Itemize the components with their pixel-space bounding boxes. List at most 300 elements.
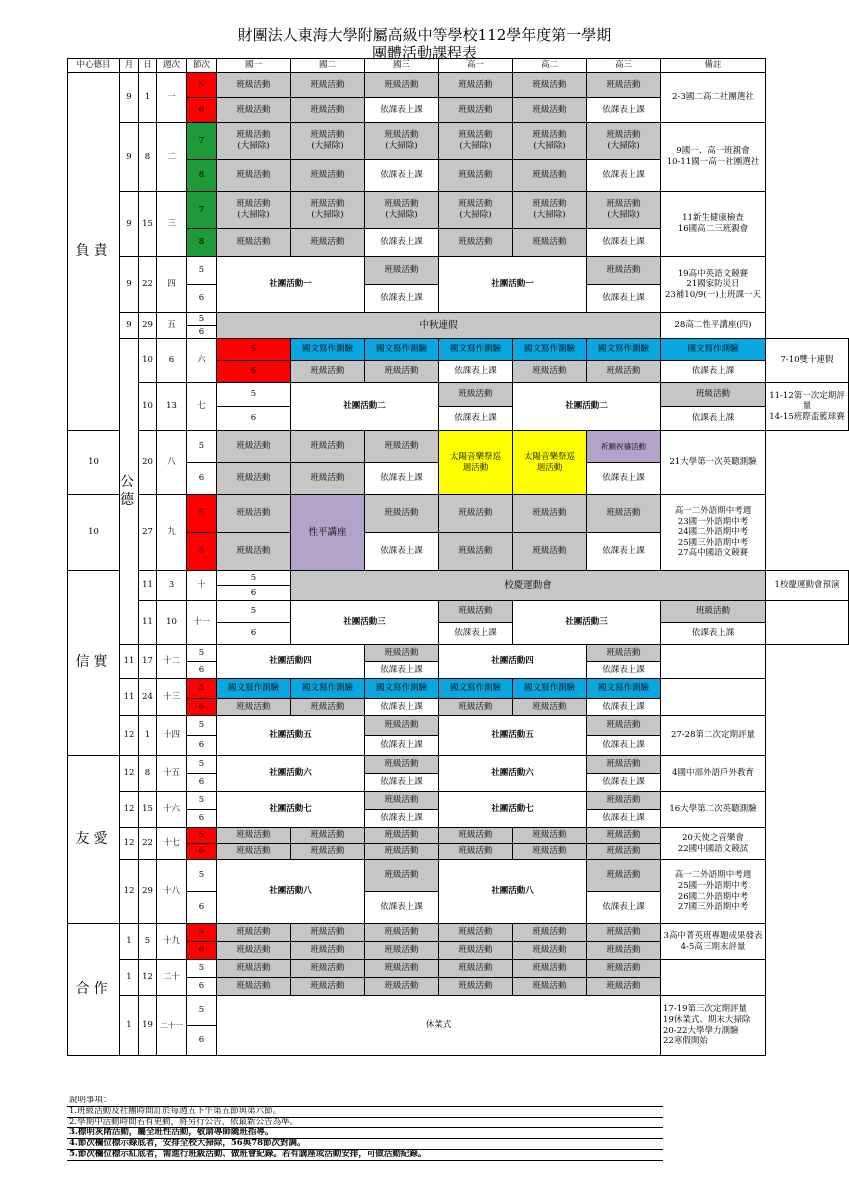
period-cell: 5 [187,960,217,978]
activity-cell: 班級活動 [661,601,766,623]
period-cell: 7 [187,192,217,229]
essay-test-cell: 國文寫作測驗 [291,339,365,361]
remark-cell [766,383,849,431]
activity-cell: 班級活動 [513,924,587,942]
period-cell: 5 [187,645,217,662]
day-cell: 3 [157,571,187,601]
period-cell: 6 [187,942,217,960]
remark-line: 22寒假開始 [663,1036,708,1047]
period-cell: 6 [187,285,217,313]
activity-cell: 班級活動 [587,645,661,662]
activity-cell: 班級活動 [217,98,291,123]
activity-cell: 班級活動 [513,960,587,978]
remark-cell [766,571,849,601]
table-row [68,495,849,533]
activity-cell: 班級活動 [439,960,513,978]
activity-cell: 依課表上課 [365,160,439,192]
remark-cell [661,960,766,996]
activity-line: (大掃除) [459,210,492,220]
week-cell: 十七 [157,828,187,860]
activity-cell: 班級活動 [587,495,661,533]
club-cell: 社團活動四 [439,645,587,679]
table-row [68,339,849,361]
table-row [68,828,849,844]
period-cell: 7 [187,123,217,160]
remark-line: 4國中部外語戶外教育 [672,768,754,779]
activity-cell: 依課表上課 [365,699,439,716]
table-row [68,601,849,623]
activity-cell: 班級活動 [217,978,291,996]
activity-cell: 依課表上課 [587,160,661,192]
header-cell: 週次 [157,59,187,73]
activity-cell: 班級活動 [291,431,365,463]
remark-cell [661,716,766,756]
activity-cell: 班級活動 [291,828,365,844]
note-item: 2.學期中活動時間若有更動，將另行公告，依最新公告為準。 [67,1118,663,1129]
activity-cell: 班級活動 [439,699,513,716]
activity-cell: 班級活動 [217,828,291,844]
remark-line: 10-11國一高一社團選社 [666,157,760,167]
essay-test-cell: 國文寫作測驗 [365,339,439,361]
virtue-cell: 合作 [68,924,120,1056]
table-row [68,123,849,160]
activity-cell: 依課表上課 [365,285,439,313]
activity-cell: 班級活動 [365,924,439,942]
activity-line: 班級活動 [310,130,345,141]
note-item: 1.班級活動及社團時間訂於每週五下午第五節與第六節。 [67,1107,663,1118]
activity-cell: 班級活動 [587,844,661,860]
month-cell: 1 [120,960,139,996]
activity-cell [365,192,439,229]
period-cell: 6 [187,463,217,495]
activity-cell: 班級活動 [439,844,513,860]
week-cell: 十八 [157,860,187,924]
club-cell: 社團活動八 [439,860,587,924]
activity-cell [439,123,513,160]
club-cell: 社團活動七 [217,792,365,828]
activity-cell: 依課表上課 [587,774,661,792]
remark-cell [661,996,766,1056]
month-cell: 12 [120,792,139,828]
activity-cell [217,123,291,160]
activity-cell: 班級活動 [513,828,587,844]
activity-cell: 班級活動 [365,257,439,285]
remark-line: 27高中國語文競賽 [677,548,749,559]
activity-cell: 班級活動 [365,431,439,463]
month-cell: 9 [120,257,139,313]
period-cell: 5 [187,828,217,844]
activity-cell: 依課表上課 [365,810,439,828]
activity-cell: 班級活動 [439,942,513,960]
header-cell: 高三 [587,59,661,73]
day-cell: 29 [139,313,157,339]
activity-cell: 班級活動 [217,431,291,463]
activity-cell [513,123,587,160]
remark-cell [661,123,766,192]
activity-cell: 班級活動 [365,960,439,978]
club-cell: 社團活動七 [439,792,587,828]
header-cell: 中心德目 [68,59,120,73]
activity-cell: 依課表上課 [587,699,661,716]
activity-cell: 班級活動 [587,361,661,383]
table-row [68,679,849,699]
note-item: 4.節次欄位標示綠底者，安排全校大掃除，56與78節次對調。 [67,1139,663,1150]
period-cell: 6 [187,844,217,860]
header-cell: 國二 [291,59,365,73]
table-row [68,257,849,285]
activity-cell: 班級活動 [365,361,439,383]
week-cell: 七 [187,383,217,431]
header-cell: 節次 [187,59,217,73]
activity-line: 迴活動 [536,462,563,473]
remark-line: 22國中國語文競試 [677,843,749,854]
activity-cell [291,192,365,229]
remark-cell [661,431,766,495]
activity-cell: 班級活動 [513,495,587,533]
week-cell: 十三 [157,679,187,716]
remark-line: 20天使之音樂會 [682,832,744,843]
week-cell: 十四 [157,716,187,756]
table-row [68,313,849,326]
day-cell: 15 [139,792,157,828]
activity-cell: 班級活動 [291,978,365,996]
day-cell: 10 [157,601,187,645]
activity-cell: 班級活動 [365,828,439,844]
period-cell: 5 [217,383,291,407]
essay-test-cell: 國文寫作測驗 [365,679,439,699]
day-cell: 20 [139,431,157,495]
essay-test-cell: 國文寫作測驗 [291,679,365,699]
club-cell: 社團活動六 [217,756,365,792]
month-cell: 12 [120,756,139,792]
month-cell: 10 [139,339,157,383]
remark-line: 28高二性平講座(四) [674,320,752,331]
remark-line: 27-28第二次定期評量 [670,730,755,741]
period-cell: 6 [187,736,217,756]
remark-cell [661,679,766,716]
activity-cell: 班級活動 [365,792,439,810]
note-item: 3.標明灰階活動，屬全班性活動，敬請導師隨班指導。 [67,1128,663,1139]
club-cell: 社團活動五 [217,716,365,756]
day-cell: 8 [139,123,157,192]
period-cell: 5 [187,679,217,699]
month-cell: 12 [120,716,139,756]
header-cell: 國三 [365,59,439,73]
activity-cell: 班級活動 [513,978,587,996]
remark-line: 11新生健康檢查 [682,213,744,224]
activity-cell [291,123,365,160]
activity-line: 班級活動 [384,130,419,141]
sports-day-cell: 校慶運動會 [291,571,766,601]
activity-line: 迴活動 [462,462,489,473]
month-cell: 11 [139,601,157,645]
activity-cell: 班級活動 [439,98,513,123]
club-cell: 社團活動五 [439,716,587,756]
day-cell: 13 [157,383,187,431]
activity-cell: 班級活動 [439,73,513,98]
activity-cell: 班級活動 [587,828,661,844]
period-cell: 5 [187,73,217,98]
activity-cell: 班級活動 [217,699,291,716]
period-cell: 5 [187,313,217,326]
activity-line: 班級活動 [532,199,567,210]
period-cell: 6 [187,533,217,571]
table-row [68,996,849,1026]
week-cell: 二 [157,123,187,192]
activity-cell: 班級活動 [439,533,513,571]
activity-cell: 班級活動 [587,924,661,942]
activity-cell: 班級活動 [291,942,365,960]
remark-cell [661,828,766,860]
essay-test-cell: 國文寫作測驗 [439,679,513,699]
period-cell: 6 [217,407,291,431]
activity-cell: 依課表上課 [587,533,661,571]
remark-cell [661,792,766,828]
virtue-cell: 友愛 [68,756,120,924]
week-cell: 八 [157,431,187,495]
activity-cell: 班級活動 [587,257,661,285]
music-festival-cell [513,431,587,495]
remark-line: 高一二外語期中考週 [674,505,752,516]
activity-cell: 班級活動 [587,942,661,960]
activity-cell: 班級活動 [365,978,439,996]
week-cell: 十九 [157,924,187,960]
club-cell: 社團活動三 [291,601,439,645]
activity-line: (大掃除) [311,141,344,151]
period-cell: 5 [187,996,217,1026]
activity-cell: 班級活動 [439,160,513,192]
table-row [68,860,849,892]
remark-cell [661,257,766,313]
activity-cell: 依課表上課 [439,623,513,645]
period-cell: 6 [187,810,217,828]
club-cell: 社團活動八 [217,860,365,924]
day-cell: 27 [139,495,157,571]
remark-line: 25國一外語期中考 [677,880,749,891]
activity-line: (大掃除) [607,210,640,220]
period-cell: 6 [217,586,291,601]
remark-cell [661,495,766,571]
activity-cell: 班級活動 [513,229,587,257]
notes-section [67,1096,663,1161]
essay-test-cell: 國文寫作測驗 [513,679,587,699]
activity-cell: 依課表上課 [365,892,439,924]
activity-cell [217,192,291,229]
activity-cell: 班級活動 [217,229,291,257]
week-cell: 十六 [157,792,187,828]
day-cell: 17 [139,645,157,679]
table-row [68,192,849,229]
month-cell: 9 [120,73,139,123]
header-cell: 備註 [661,59,766,73]
activity-line: (大掃除) [385,141,418,151]
activity-line: 班級活動 [384,199,419,210]
activity-cell: 班級活動 [661,383,766,407]
activity-cell: 依課表上課 [661,623,766,645]
remark-cell [661,313,766,339]
table-row [68,383,849,407]
day-cell: 6 [157,339,187,383]
virtue-cell: 信實 [68,571,120,756]
remark-line: 1校慶運動會預演 [774,580,840,591]
period-cell: 5 [187,792,217,810]
page-subtitle: 團體活動課程表 [371,44,477,62]
essay-test-cell: 國文寫作測驗 [513,339,587,361]
day-cell: 24 [139,679,157,716]
activity-line: 班級活動 [606,130,641,141]
activity-cell: 依課表上課 [365,774,439,792]
period-cell: 5 [217,571,291,586]
remark-line: 25國三外語期中考 [677,537,749,548]
closing-ceremony-cell: 休業式 [217,996,661,1056]
week-cell: 二十 [157,960,187,996]
table-row [68,73,849,98]
activity-cell: 班級活動 [513,844,587,860]
remark-line: 17-19第三次定期評量 [663,1004,748,1015]
remark-line: 16國高二三班親會 [677,224,749,234]
activity-cell: 班級活動 [217,942,291,960]
month-cell: 12 [120,828,139,860]
remark-line: 27國三外語期中考 [677,902,749,913]
remark-line: 21國家防災日 [686,279,740,290]
activity-cell: 依課表上課 [365,533,439,571]
table-row [68,792,849,810]
period-cell: 6 [187,774,217,792]
activity-cell: 班級活動 [217,844,291,860]
activity-line: (大掃除) [311,210,344,220]
period-cell: 5 [187,495,217,533]
essay-test-cell: 國文寫作測驗 [587,339,661,361]
activity-cell: 班級活動 [587,978,661,996]
month-cell: 10 [68,431,120,495]
activity-cell: 班級活動 [365,645,439,662]
week-cell: 十二 [157,645,187,679]
remark-line: 11-12第一次定期評量 [769,390,845,412]
activity-cell: 班級活動 [291,463,365,495]
activity-cell [365,123,439,160]
day-cell: 22 [139,257,157,313]
music-festival-cell [439,431,513,495]
activity-cell: 依課表上課 [587,736,661,756]
period-cell: 6 [187,892,217,924]
activity-line: (大掃除) [237,141,270,151]
month-cell: 11 [120,679,139,716]
period-cell: 6 [187,1026,217,1056]
header-cell: 高一 [439,59,513,73]
table-row [68,431,849,463]
activity-line: (大掃除) [533,210,566,220]
remark-line: 24國二外語期中考 [677,527,749,538]
activity-cell: 班級活動 [217,533,291,571]
activity-cell: 班級活動 [291,229,365,257]
month-cell: 1 [120,924,139,960]
activity-line: 班級活動 [532,130,567,141]
activity-cell: 班級活動 [217,463,291,495]
month-cell: 12 [120,860,139,924]
activity-cell: 班級活動 [291,98,365,123]
activity-line: (大掃除) [237,210,270,220]
remark-line: 19高中英語文競賽 [677,268,749,279]
day-cell: 1 [139,73,157,123]
month-cell: 9 [120,192,139,257]
table-row [68,645,849,662]
header-cell: 國一 [217,59,291,73]
month-cell: 1 [120,996,139,1056]
activity-cell: 依課表上課 [587,229,661,257]
activity-cell: 依課表上課 [587,662,661,679]
week-cell: 一 [157,73,187,123]
table-row [68,924,849,942]
remark-cell [661,756,766,792]
month-cell: 9 [120,313,139,339]
activity-line: (大掃除) [533,141,566,151]
remark-cell [661,645,766,679]
club-cell: 社團活動二 [291,383,439,431]
remark-line: 4-5高三期末評量 [680,941,746,952]
activity-cell: 班級活動 [217,960,291,978]
period-cell: 6 [187,662,217,679]
activity-cell: 班級活動 [217,924,291,942]
month-cell: 10 [68,495,120,571]
activity-line: 班級活動 [458,130,493,141]
activity-cell: 班級活動 [439,924,513,942]
virtue-cell: 公德 [120,339,139,645]
activity-line: (大掃除) [385,210,418,220]
header-row [68,59,849,73]
club-cell: 社團活動二 [513,383,661,431]
page-title: 財團法人東海大學附屬高級中等學校112學年度第一學期 [237,26,612,44]
activity-cell: 班級活動 [365,860,439,892]
activity-cell: 依課表上課 [587,810,661,828]
activity-cell: 班級活動 [365,495,439,533]
activity-cell: 班級活動 [217,495,291,533]
activity-cell: 依課表上課 [365,463,439,495]
activity-cell: 班級活動 [587,73,661,98]
remark-line: 高一二外語期中考週 [674,870,752,881]
activity-cell: 依課表上課 [661,407,766,431]
remark-cell [661,192,766,257]
activity-cell: 班級活動 [513,98,587,123]
essay-test-cell: 國文寫作測驗 [661,339,766,361]
period-cell: 5 [187,257,217,285]
activity-cell: 班級活動 [513,73,587,98]
day-cell: 22 [139,828,157,860]
remark-cell [661,860,766,924]
table-row [68,571,849,586]
remark-line: 2-3國二高二社團選社 [672,92,754,103]
club-cell: 社團活動四 [217,645,365,679]
activity-cell: 依課表上課 [365,229,439,257]
club-cell: 社團活動六 [439,756,587,792]
activity-cell: 班級活動 [291,160,365,192]
remark-line: 14-15班際盃籃球賽 [769,411,845,422]
activity-cell: 班級活動 [217,160,291,192]
activity-cell: 依課表上課 [587,285,661,313]
activity-cell: 班級活動 [291,699,365,716]
activity-cell: 依課表上課 [365,662,439,679]
day-cell: 5 [139,924,157,960]
prayer-activity-cell: 祈願祝禱活動 [587,431,661,463]
activity-cell [439,192,513,229]
period-cell: 5 [217,339,291,361]
month-cell: 10 [139,383,157,431]
activity-line: 班級活動 [236,130,271,141]
activity-cell [513,192,587,229]
activity-cell: 班級活動 [439,229,513,257]
remark-line: 19休業式、期末大掃除 [663,1014,751,1025]
remark-line: 20-22大學學力測驗 [663,1025,739,1036]
activity-cell: 依課表上課 [365,98,439,123]
